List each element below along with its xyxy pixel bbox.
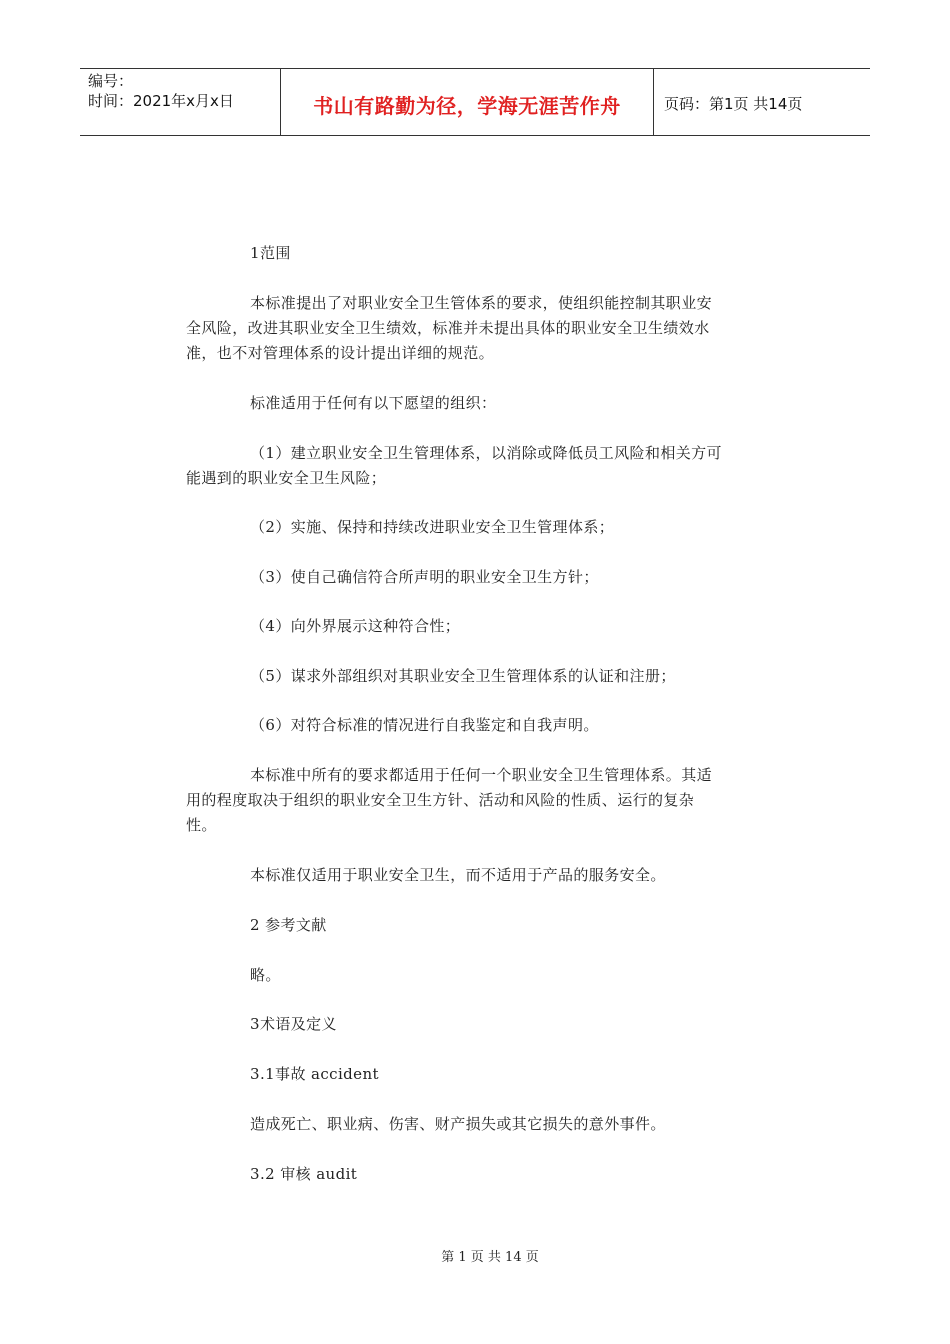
term-definition: 造成死亡、职业病、伤害、财产损失或其它损失的意外事件。 bbox=[250, 1115, 666, 1133]
header-motto-cell bbox=[281, 69, 654, 135]
paragraph-line: 全风险，改进其职业安全卫生绩效，标准并未提出具体的职业安全卫生绩效水 bbox=[186, 319, 710, 337]
number-label: 编号： bbox=[88, 72, 134, 90]
term-heading-audit: 3.2 审核 audit bbox=[250, 1165, 358, 1183]
list-item-3: （3）使自己确信符合所声明的职业安全卫生方针； bbox=[250, 568, 599, 586]
paragraph-line: 标准适用于任何有以下愿望的组织： bbox=[250, 394, 497, 412]
header-page-cell bbox=[654, 69, 870, 135]
paragraph-line: 本标准仅适用于职业安全卫生，而不适用于产品的服务安全。 bbox=[250, 866, 666, 884]
section-heading-scope: 1范围 bbox=[250, 244, 291, 262]
list-item-4: （4）向外界展示这种符合性； bbox=[250, 617, 461, 635]
list-item-1: （1）建立职业安全卫生管理体系，以消除或降低员工风险和相关方可 bbox=[250, 444, 722, 462]
paragraph-line: 本标准提出了对职业安全卫生管体系的要求，使组织能控制其职业安 bbox=[250, 294, 713, 312]
motto-text: 书山有路勤为径，学海无涯苦作舟 bbox=[313, 93, 621, 118]
list-item-5: （5）谋求外部组织对其职业安全卫生管理体系的认证和注册； bbox=[250, 667, 676, 685]
page-info: 页码：第1页 共14页 bbox=[664, 94, 803, 113]
page-footer bbox=[0, 1246, 950, 1265]
paragraph-line: 略。 bbox=[250, 966, 281, 984]
footer-page-number: 第 1 页 共 14 页 bbox=[441, 1250, 539, 1265]
list-item-2: （2）实施、保持和持续改进职业安全卫生管理体系； bbox=[250, 518, 615, 536]
header-meta-cell bbox=[80, 69, 281, 135]
list-item-6: （6）对符合标准的情况进行自我鉴定和自我声明。 bbox=[250, 716, 599, 734]
paragraph-line: 性。 bbox=[186, 816, 217, 834]
paragraph-line: 准，也不对管理体系的设计提出详细的规范。 bbox=[186, 344, 495, 362]
list-item-1-cont: 能遇到的职业安全卫生风险； bbox=[186, 469, 387, 487]
section-heading-terms: 3术语及定义 bbox=[250, 1015, 337, 1033]
section-heading-references: 2 参考文献 bbox=[250, 916, 327, 934]
paragraph-line: 用的程度取决于组织的职业安全卫生方针、活动和风险的性质、运行的复杂 bbox=[186, 791, 695, 809]
time-label: 时间：2021年x月x日 bbox=[88, 92, 234, 110]
paragraph-line: 本标准中所有的要求都适用于任何一个职业安全卫生管理体系。其适 bbox=[250, 766, 713, 784]
term-heading-accident: 3.1事故 accident bbox=[250, 1065, 379, 1083]
document-header bbox=[80, 68, 870, 136]
